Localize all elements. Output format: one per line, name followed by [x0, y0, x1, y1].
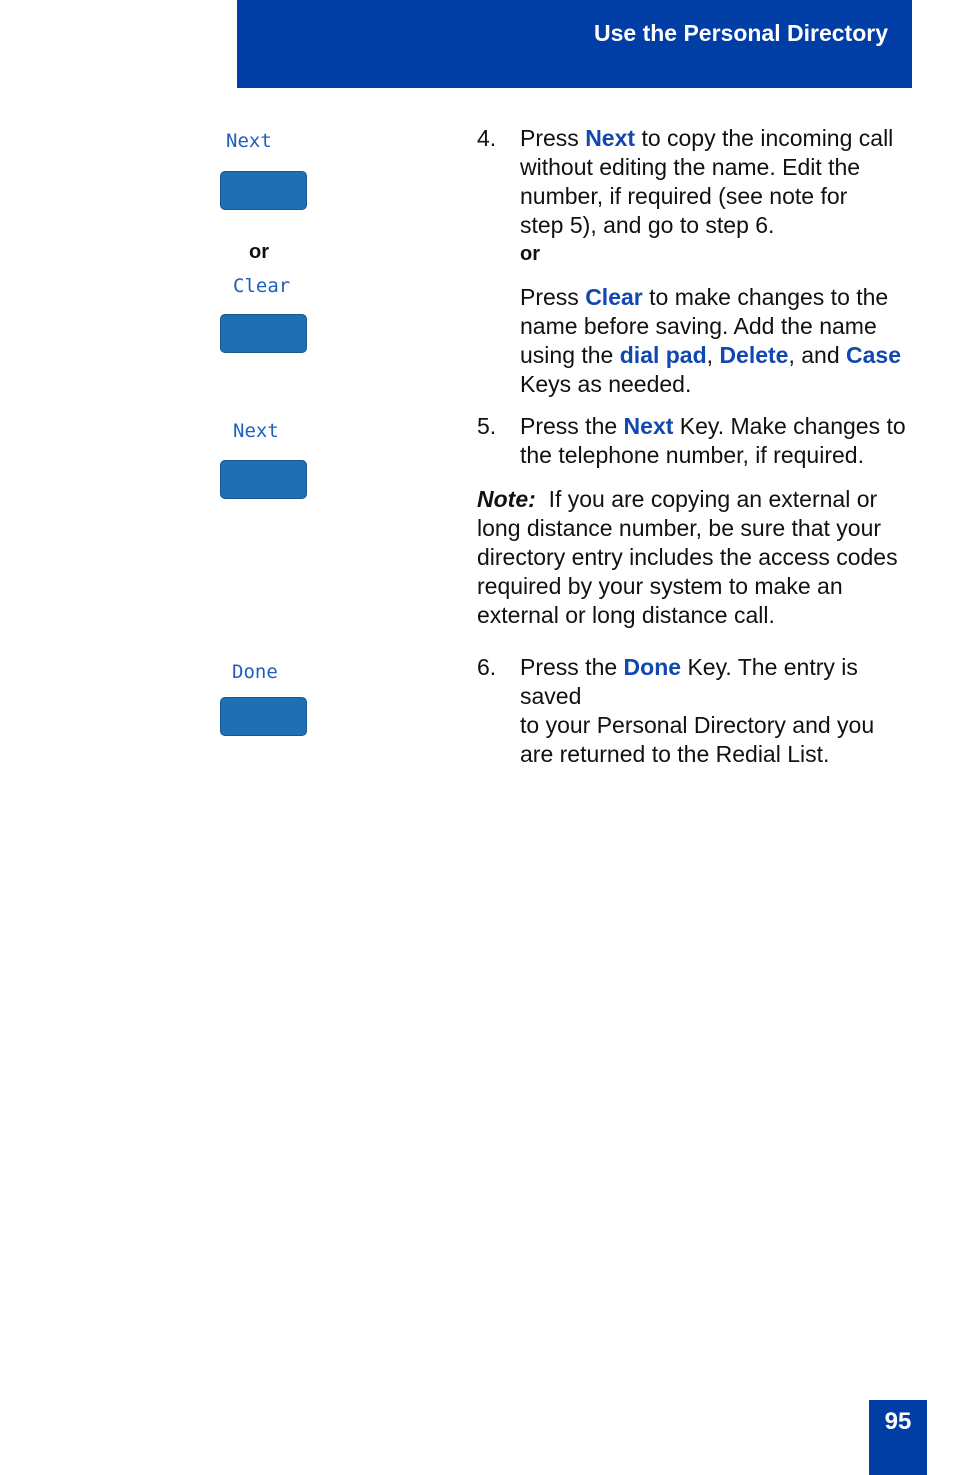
- step-5-text: [520, 412, 920, 470]
- step-number: 4.: [477, 125, 497, 151]
- step-5-line-1: [520, 412, 920, 441]
- alt-line-3: [520, 341, 920, 370]
- display-label-done: Done: [232, 661, 278, 683]
- key-done: Done: [623, 654, 682, 680]
- step-6-text: [520, 653, 920, 769]
- header-title: Use the Personal Directory: [593, 20, 888, 46]
- clear-softkey[interactable]: [220, 314, 307, 353]
- alt-line-4: Keys as needed.: [520, 371, 692, 397]
- note-line-3: directory entry includes the access codes: [477, 544, 898, 570]
- key-clear: Clear: [585, 284, 643, 310]
- note-block: [477, 485, 917, 630]
- alt-line-2: name before saving. Add the name: [520, 313, 877, 339]
- next-softkey[interactable]: [220, 171, 307, 210]
- note-line-2: long distance number, be sure that your: [477, 515, 882, 541]
- note-line-4: required by your system to make an: [477, 573, 843, 599]
- display-label-clear: Clear: [233, 275, 291, 297]
- step-6-line-3: are returned to the Redial List.: [520, 741, 830, 767]
- page-header: [237, 0, 912, 88]
- step-number: 5.: [477, 413, 497, 439]
- text-press-the: Press the: [520, 654, 618, 680]
- text-segment: If you are copying an external or: [548, 486, 878, 512]
- text-segment: using the: [520, 342, 614, 368]
- step-5-line-2: the telephone number, if required.: [520, 442, 864, 468]
- alt-line-1: [520, 283, 920, 312]
- or-label: or: [520, 243, 540, 265]
- key-next: Next: [585, 125, 636, 151]
- next-softkey-2[interactable]: [220, 460, 307, 499]
- text-press-the: Press the: [520, 413, 618, 439]
- display-label-next-2: Next: [233, 420, 279, 442]
- note-line-1: [477, 485, 917, 514]
- step-4-alternative: [520, 283, 920, 399]
- step-6-line-1: [520, 653, 920, 711]
- or-label: or: [249, 241, 269, 263]
- page-number: 95: [884, 1408, 912, 1435]
- step-4-line-3: number, if required (see note for: [520, 183, 848, 209]
- display-label-next: Next: [226, 130, 272, 152]
- text-press: Press: [520, 125, 579, 151]
- step-6-line-2: to your Personal Directory and you: [520, 712, 875, 738]
- text-segment: to copy the incoming call: [641, 125, 894, 151]
- note-line-5: external or long distance call.: [477, 602, 775, 628]
- text-segment: to make changes to the: [649, 284, 889, 310]
- step-4-line-2: without editing the name. Edit the: [520, 154, 861, 180]
- step-4-text: [520, 124, 920, 269]
- step-4-line-1: [520, 124, 920, 153]
- key-dial-pad: dial pad: [619, 342, 707, 368]
- text-and: , and: [788, 342, 840, 368]
- key-next: Next: [623, 413, 674, 439]
- page-number-box: [869, 1400, 927, 1475]
- text-segment: Key. Make changes to: [679, 413, 906, 439]
- text-comma: ,: [706, 342, 714, 368]
- text-segment: Key. The entry is saved: [520, 654, 858, 709]
- step-4-line-4: step 5), and go to step 6.: [520, 212, 775, 238]
- note-label: Note:: [477, 486, 536, 512]
- done-softkey[interactable]: [220, 697, 307, 736]
- key-delete: Delete: [719, 342, 789, 368]
- step-number: 6.: [477, 654, 497, 680]
- text-press: Press: [520, 284, 579, 310]
- key-case: Case: [846, 342, 902, 368]
